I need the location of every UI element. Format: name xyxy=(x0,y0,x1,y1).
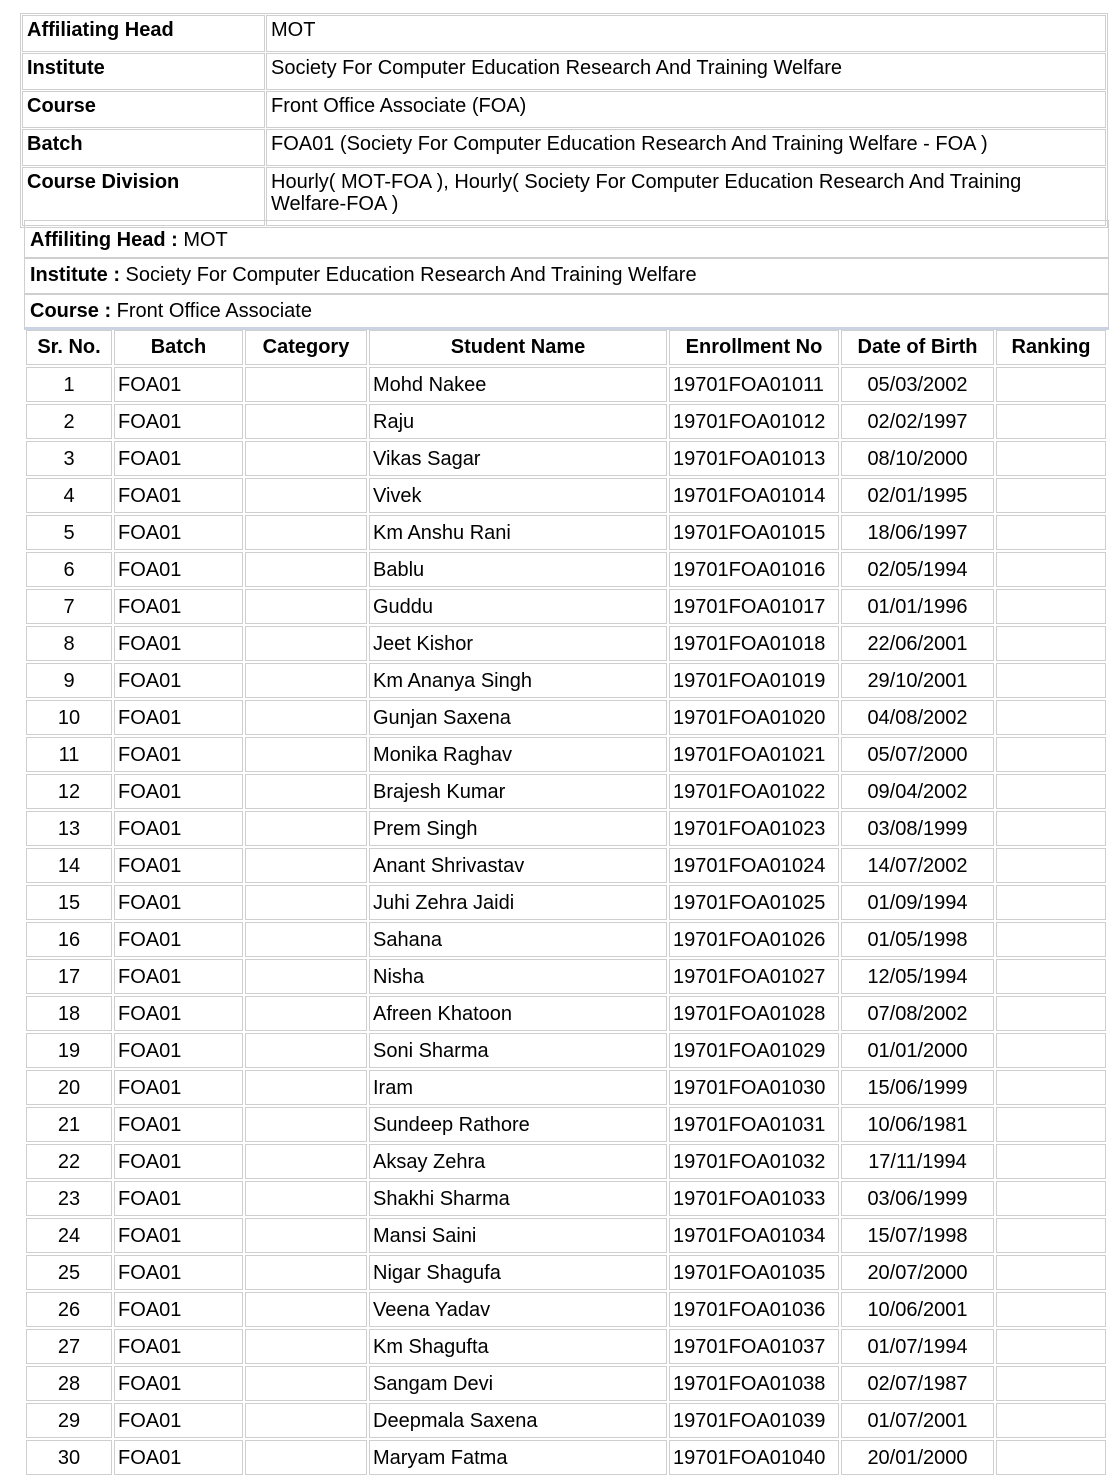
cell-batch: FOA01 xyxy=(114,959,243,994)
cell-ranking xyxy=(996,1144,1106,1179)
cell-batch: FOA01 xyxy=(114,663,243,698)
cell-enrollment-no: 19701FOA01039 xyxy=(669,1403,839,1438)
cell-ranking xyxy=(996,1181,1106,1216)
cell-date-of-birth: 01/07/1994 xyxy=(841,1329,994,1364)
cell-student-name: Sundeep Rathore xyxy=(369,1107,667,1142)
cell-category xyxy=(245,515,367,550)
cell-sr-no: 3 xyxy=(26,441,112,476)
cell-enrollment-no: 19701FOA01017 xyxy=(669,589,839,624)
cell-date-of-birth: 05/07/2000 xyxy=(841,737,994,772)
cell-category xyxy=(245,589,367,624)
cell-ranking xyxy=(996,996,1106,1031)
cell-date-of-birth: 01/07/2001 xyxy=(841,1403,994,1438)
cell-category xyxy=(245,885,367,920)
cell-sr-no: 17 xyxy=(26,959,112,994)
cell-date-of-birth: 10/06/1981 xyxy=(841,1107,994,1142)
cell-sr-no: 2 xyxy=(26,404,112,439)
cell-sr-no: 23 xyxy=(26,1181,112,1216)
cell-sr-no: 19 xyxy=(26,1033,112,1068)
cell-enrollment-no: 19701FOA01036 xyxy=(669,1292,839,1327)
institute-line xyxy=(25,259,1108,295)
cell-category xyxy=(245,811,367,846)
cell-sr-no: 13 xyxy=(26,811,112,846)
cell-category xyxy=(245,1144,367,1179)
cell-batch: FOA01 xyxy=(114,811,243,846)
cell-category xyxy=(245,922,367,957)
cell-date-of-birth: 02/07/1987 xyxy=(841,1366,994,1401)
cell-sr-no: 25 xyxy=(26,1255,112,1290)
cell-batch: FOA01 xyxy=(114,1033,243,1068)
cell-sr-no: 27 xyxy=(26,1329,112,1364)
cell-ranking xyxy=(996,1255,1106,1290)
cell-category xyxy=(245,1181,367,1216)
table-row xyxy=(26,663,1106,698)
cell-category xyxy=(245,1033,367,1068)
info-row-affiliating-head xyxy=(22,15,1106,52)
cell-batch: FOA01 xyxy=(114,885,243,920)
cell-student-name: Km Anshu Rani xyxy=(369,515,667,550)
course-label: Course : xyxy=(30,300,112,322)
cell-batch: FOA01 xyxy=(114,1144,243,1179)
cell-batch: FOA01 xyxy=(114,1218,243,1253)
cell-batch: FOA01 xyxy=(114,1403,243,1438)
cell-enrollment-no: 19701FOA01019 xyxy=(669,663,839,698)
cell-category xyxy=(245,1329,367,1364)
cell-enrollment-no: 19701FOA01040 xyxy=(669,1440,839,1475)
info-value: MOT xyxy=(266,15,1106,52)
cell-sr-no: 26 xyxy=(26,1292,112,1327)
info-key: Institute xyxy=(22,53,265,90)
cell-batch: FOA01 xyxy=(114,1366,243,1401)
cell-date-of-birth: 29/10/2001 xyxy=(841,663,994,698)
table-row xyxy=(26,1329,1106,1364)
cell-date-of-birth: 02/02/1997 xyxy=(841,404,994,439)
info-value: Society For Computer Education Research And Training Welfare xyxy=(266,53,1106,90)
institute-value: Society For Computer Education Research And Training Welfare xyxy=(120,264,697,286)
report-header xyxy=(24,220,1109,330)
cell-student-name: Deepmala Saxena xyxy=(369,1403,667,1438)
cell-ranking xyxy=(996,367,1106,402)
col-category: Category xyxy=(245,330,367,365)
table-row xyxy=(26,700,1106,735)
cell-date-of-birth: 18/06/1997 xyxy=(841,515,994,550)
info-row-course-division xyxy=(22,167,1106,226)
table-row xyxy=(26,1403,1106,1438)
cell-category xyxy=(245,1440,367,1475)
cell-category xyxy=(245,1218,367,1253)
table-row xyxy=(26,885,1106,920)
info-value: Front Office Associate (FOA) xyxy=(266,91,1106,128)
cell-student-name: Vikas Sagar xyxy=(369,441,667,476)
cell-category xyxy=(245,552,367,587)
cell-enrollment-no: 19701FOA01023 xyxy=(669,811,839,846)
cell-sr-no: 20 xyxy=(26,1070,112,1105)
cell-batch: FOA01 xyxy=(114,515,243,550)
col-enrollment-no: Enrollment No xyxy=(669,330,839,365)
affiliating-head-value: MOT xyxy=(177,229,228,251)
cell-enrollment-no: 19701FOA01033 xyxy=(669,1181,839,1216)
cell-student-name: Sahana xyxy=(369,922,667,957)
cell-batch: FOA01 xyxy=(114,1107,243,1142)
cell-batch: FOA01 xyxy=(114,1292,243,1327)
cell-ranking xyxy=(996,515,1106,550)
cell-date-of-birth: 14/07/2002 xyxy=(841,848,994,883)
cell-date-of-birth: 10/06/2001 xyxy=(841,1292,994,1327)
cell-ranking xyxy=(996,478,1106,513)
cell-student-name: Juhi Zehra Jaidi xyxy=(369,885,667,920)
cell-ranking xyxy=(996,885,1106,920)
cell-category xyxy=(245,737,367,772)
cell-sr-no: 11 xyxy=(26,737,112,772)
cell-enrollment-no: 19701FOA01015 xyxy=(669,515,839,550)
info-key: Batch xyxy=(22,129,265,166)
cell-ranking xyxy=(996,1218,1106,1253)
cell-sr-no: 12 xyxy=(26,774,112,809)
cell-category xyxy=(245,404,367,439)
cell-sr-no: 22 xyxy=(26,1144,112,1179)
cell-student-name: Monika Raghav xyxy=(369,737,667,772)
cell-date-of-birth: 15/07/1998 xyxy=(841,1218,994,1253)
table-header-row xyxy=(26,330,1106,365)
cell-sr-no: 16 xyxy=(26,922,112,957)
cell-batch: FOA01 xyxy=(114,922,243,957)
cell-batch: FOA01 xyxy=(114,367,243,402)
cell-ranking xyxy=(996,774,1106,809)
cell-student-name: Nigar Shagufa xyxy=(369,1255,667,1290)
cell-enrollment-no: 19701FOA01011 xyxy=(669,367,839,402)
cell-category xyxy=(245,367,367,402)
cell-date-of-birth: 01/01/1996 xyxy=(841,589,994,624)
table-row xyxy=(26,811,1106,846)
cell-student-name: Iram xyxy=(369,1070,667,1105)
cell-student-name: Shakhi Sharma xyxy=(369,1181,667,1216)
cell-ranking xyxy=(996,811,1106,846)
cell-batch: FOA01 xyxy=(114,1181,243,1216)
cell-category xyxy=(245,626,367,661)
cell-date-of-birth: 20/07/2000 xyxy=(841,1255,994,1290)
cell-enrollment-no: 19701FOA01021 xyxy=(669,737,839,772)
cell-batch: FOA01 xyxy=(114,848,243,883)
cell-enrollment-no: 19701FOA01035 xyxy=(669,1255,839,1290)
cell-student-name: Afreen Khatoon xyxy=(369,996,667,1031)
cell-enrollment-no: 19701FOA01037 xyxy=(669,1329,839,1364)
cell-category xyxy=(245,848,367,883)
table-row xyxy=(26,1107,1106,1142)
cell-batch: FOA01 xyxy=(114,589,243,624)
cell-date-of-birth: 02/01/1995 xyxy=(841,478,994,513)
cell-batch: FOA01 xyxy=(114,626,243,661)
cell-date-of-birth: 05/03/2002 xyxy=(841,367,994,402)
cell-ranking xyxy=(996,626,1106,661)
cell-enrollment-no: 19701FOA01029 xyxy=(669,1033,839,1068)
table-row xyxy=(26,737,1106,772)
col-batch: Batch xyxy=(114,330,243,365)
table-row xyxy=(26,515,1106,550)
cell-enrollment-no: 19701FOA01034 xyxy=(669,1218,839,1253)
cell-ranking xyxy=(996,552,1106,587)
course-info-table xyxy=(20,13,1108,228)
cell-enrollment-no: 19701FOA01038 xyxy=(669,1366,839,1401)
cell-sr-no: 24 xyxy=(26,1218,112,1253)
cell-ranking xyxy=(996,1403,1106,1438)
cell-batch: FOA01 xyxy=(114,700,243,735)
cell-category xyxy=(245,441,367,476)
cell-date-of-birth: 04/08/2002 xyxy=(841,700,994,735)
cell-student-name: Sangam Devi xyxy=(369,1366,667,1401)
table-row xyxy=(26,1144,1106,1179)
cell-ranking xyxy=(996,663,1106,698)
cell-ranking xyxy=(996,922,1106,957)
student-table xyxy=(24,328,1108,1477)
cell-student-name: Gunjan Saxena xyxy=(369,700,667,735)
table-row xyxy=(26,441,1106,476)
cell-date-of-birth: 20/01/2000 xyxy=(841,1440,994,1475)
cell-category xyxy=(245,1255,367,1290)
info-key: Affiliating Head xyxy=(22,15,265,52)
cell-category xyxy=(245,1366,367,1401)
info-row-batch xyxy=(22,129,1106,166)
cell-ranking xyxy=(996,848,1106,883)
cell-date-of-birth: 02/05/1994 xyxy=(841,552,994,587)
table-row xyxy=(26,404,1106,439)
table-row xyxy=(26,996,1106,1031)
cell-sr-no: 6 xyxy=(26,552,112,587)
cell-student-name: Aksay Zehra xyxy=(369,1144,667,1179)
cell-ranking xyxy=(996,1366,1106,1401)
table-row xyxy=(26,478,1106,513)
cell-student-name: Mohd Nakee xyxy=(369,367,667,402)
table-row xyxy=(26,1366,1106,1401)
cell-category xyxy=(245,700,367,735)
cell-date-of-birth: 03/08/1999 xyxy=(841,811,994,846)
cell-date-of-birth: 15/06/1999 xyxy=(841,1070,994,1105)
cell-date-of-birth: 22/06/2001 xyxy=(841,626,994,661)
cell-batch: FOA01 xyxy=(114,1329,243,1364)
cell-date-of-birth: 07/08/2002 xyxy=(841,996,994,1031)
cell-batch: FOA01 xyxy=(114,774,243,809)
cell-enrollment-no: 19701FOA01018 xyxy=(669,626,839,661)
cell-ranking xyxy=(996,589,1106,624)
table-row xyxy=(26,774,1106,809)
cell-sr-no: 1 xyxy=(26,367,112,402)
cell-ranking xyxy=(996,700,1106,735)
cell-sr-no: 10 xyxy=(26,700,112,735)
cell-student-name: Prem Singh xyxy=(369,811,667,846)
cell-enrollment-no: 19701FOA01025 xyxy=(669,885,839,920)
cell-enrollment-no: 19701FOA01012 xyxy=(669,404,839,439)
table-row xyxy=(26,1292,1106,1327)
cell-ranking xyxy=(996,1070,1106,1105)
cell-batch: FOA01 xyxy=(114,441,243,476)
cell-student-name: Guddu xyxy=(369,589,667,624)
cell-category xyxy=(245,1107,367,1142)
table-row xyxy=(26,589,1106,624)
cell-sr-no: 5 xyxy=(26,515,112,550)
table-row xyxy=(26,626,1106,661)
col-ranking: Ranking xyxy=(996,330,1106,365)
cell-student-name: Km Shagufta xyxy=(369,1329,667,1364)
info-value: Hourly( MOT-FOA ), Hourly( Society For Computer Education Research And Training Welfare-FOA ) xyxy=(266,167,1106,226)
cell-student-name: Raju xyxy=(369,404,667,439)
institute-label: Institute : xyxy=(30,264,120,286)
cell-sr-no: 29 xyxy=(26,1403,112,1438)
cell-date-of-birth: 03/06/1999 xyxy=(841,1181,994,1216)
cell-category xyxy=(245,1070,367,1105)
cell-student-name: Km Ananya Singh xyxy=(369,663,667,698)
cell-ranking xyxy=(996,737,1106,772)
cell-student-name: Nisha xyxy=(369,959,667,994)
cell-student-name: Soni Sharma xyxy=(369,1033,667,1068)
affiliating-head-line xyxy=(25,221,1108,259)
table-row xyxy=(26,1218,1106,1253)
info-key: Course Division xyxy=(22,167,265,226)
cell-student-name: Mansi Saini xyxy=(369,1218,667,1253)
col-date-of-birth: Date of Birth xyxy=(841,330,994,365)
table-row xyxy=(26,1033,1106,1068)
cell-ranking xyxy=(996,441,1106,476)
cell-sr-no: 21 xyxy=(26,1107,112,1142)
cell-student-name: Brajesh Kumar xyxy=(369,774,667,809)
cell-ranking xyxy=(996,404,1106,439)
cell-enrollment-no: 19701FOA01013 xyxy=(669,441,839,476)
cell-batch: FOA01 xyxy=(114,478,243,513)
cell-batch: FOA01 xyxy=(114,552,243,587)
cell-sr-no: 9 xyxy=(26,663,112,698)
cell-ranking xyxy=(996,1033,1106,1068)
cell-sr-no: 28 xyxy=(26,1366,112,1401)
cell-student-name: Veena Yadav xyxy=(369,1292,667,1327)
table-row xyxy=(26,1181,1106,1216)
table-row xyxy=(26,552,1106,587)
cell-date-of-birth: 17/11/1994 xyxy=(841,1144,994,1179)
cell-category xyxy=(245,959,367,994)
cell-date-of-birth: 01/01/2000 xyxy=(841,1033,994,1068)
cell-category xyxy=(245,478,367,513)
cell-batch: FOA01 xyxy=(114,996,243,1031)
cell-batch: FOA01 xyxy=(114,737,243,772)
cell-category xyxy=(245,1292,367,1327)
course-value: Front Office Associate xyxy=(111,300,312,322)
cell-enrollment-no: 19701FOA01024 xyxy=(669,848,839,883)
info-value: FOA01 (Society For Computer Education Research And Training Welfare - FOA ) xyxy=(266,129,1106,166)
table-row xyxy=(26,1440,1106,1475)
col-sr-no: Sr. No. xyxy=(26,330,112,365)
cell-sr-no: 8 xyxy=(26,626,112,661)
cell-category xyxy=(245,774,367,809)
table-row xyxy=(26,1255,1106,1290)
cell-enrollment-no: 19701FOA01020 xyxy=(669,700,839,735)
cell-ranking xyxy=(996,1329,1106,1364)
cell-sr-no: 30 xyxy=(26,1440,112,1475)
cell-enrollment-no: 19701FOA01027 xyxy=(669,959,839,994)
cell-batch: FOA01 xyxy=(114,1255,243,1290)
cell-date-of-birth: 09/04/2002 xyxy=(841,774,994,809)
cell-enrollment-no: 19701FOA01031 xyxy=(669,1107,839,1142)
cell-batch: FOA01 xyxy=(114,1070,243,1105)
cell-student-name: Anant Shrivastav xyxy=(369,848,667,883)
info-key: Course xyxy=(22,91,265,128)
cell-enrollment-no: 19701FOA01028 xyxy=(669,996,839,1031)
table-row xyxy=(26,367,1106,402)
cell-enrollment-no: 19701FOA01016 xyxy=(669,552,839,587)
cell-category xyxy=(245,663,367,698)
cell-batch: FOA01 xyxy=(114,1440,243,1475)
cell-enrollment-no: 19701FOA01014 xyxy=(669,478,839,513)
cell-ranking xyxy=(996,959,1106,994)
cell-category xyxy=(245,1403,367,1438)
table-row xyxy=(26,922,1106,957)
cell-sr-no: 4 xyxy=(26,478,112,513)
cell-ranking xyxy=(996,1107,1106,1142)
cell-date-of-birth: 12/05/1994 xyxy=(841,959,994,994)
cell-ranking xyxy=(996,1440,1106,1475)
cell-date-of-birth: 01/09/1994 xyxy=(841,885,994,920)
cell-enrollment-no: 19701FOA01022 xyxy=(669,774,839,809)
info-row-institute xyxy=(22,53,1106,90)
cell-date-of-birth: 01/05/1998 xyxy=(841,922,994,957)
cell-student-name: Maryam Fatma xyxy=(369,1440,667,1475)
cell-date-of-birth: 08/10/2000 xyxy=(841,441,994,476)
cell-sr-no: 15 xyxy=(26,885,112,920)
table-row xyxy=(26,1070,1106,1105)
cell-batch: FOA01 xyxy=(114,404,243,439)
cell-student-name: Vivek xyxy=(369,478,667,513)
cell-category xyxy=(245,996,367,1031)
affiliating-head-label: Affiliting Head : xyxy=(30,229,178,251)
cell-ranking xyxy=(996,1292,1106,1327)
cell-student-name: Bablu xyxy=(369,552,667,587)
cell-enrollment-no: 19701FOA01030 xyxy=(669,1070,839,1105)
cell-sr-no: 7 xyxy=(26,589,112,624)
cell-enrollment-no: 19701FOA01032 xyxy=(669,1144,839,1179)
cell-enrollment-no: 19701FOA01026 xyxy=(669,922,839,957)
course-line xyxy=(25,295,1108,330)
cell-sr-no: 18 xyxy=(26,996,112,1031)
cell-sr-no: 14 xyxy=(26,848,112,883)
col-student-name: Student Name xyxy=(369,330,667,365)
info-row-course xyxy=(22,91,1106,128)
table-row xyxy=(26,959,1106,994)
table-row xyxy=(26,848,1106,883)
cell-student-name: Jeet Kishor xyxy=(369,626,667,661)
